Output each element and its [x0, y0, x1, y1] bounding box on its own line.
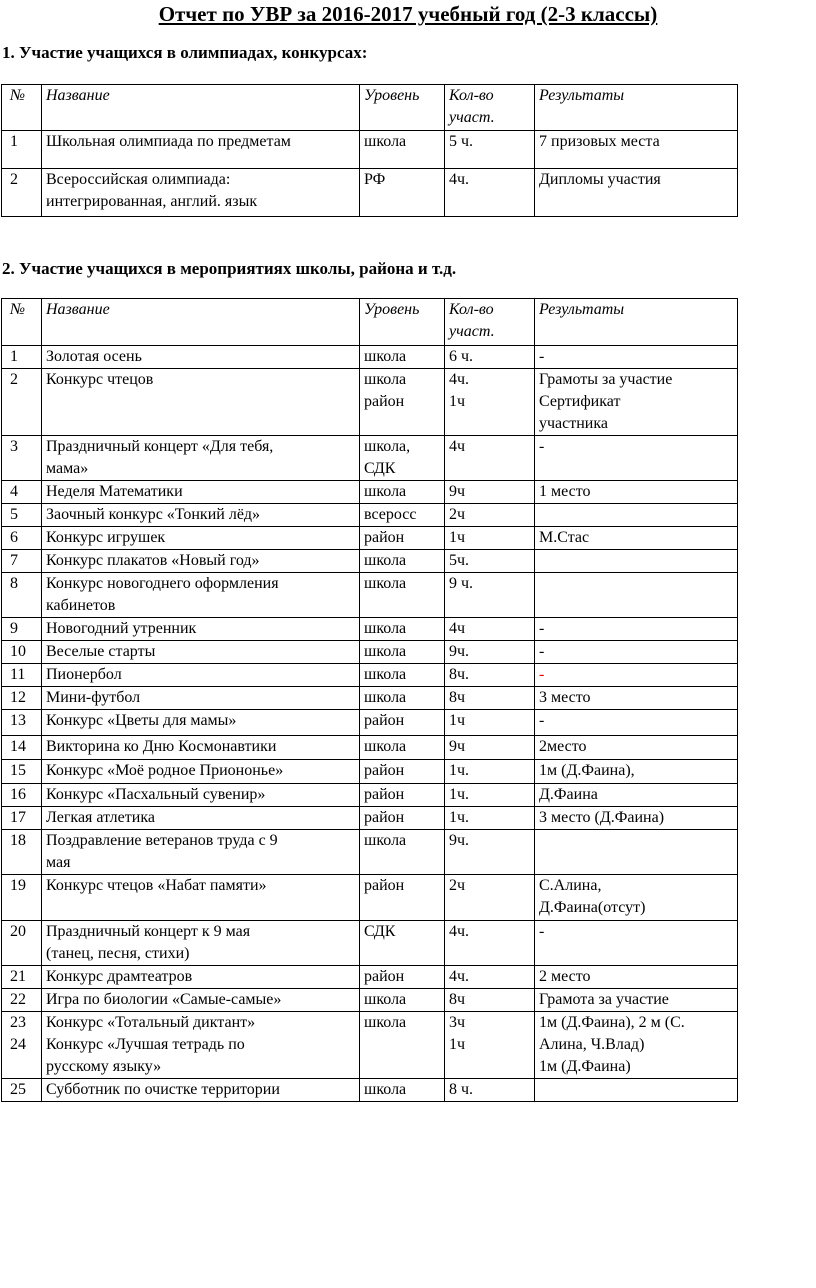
cell-number: 2	[2, 169, 42, 217]
table-row	[2, 641, 738, 664]
cell-results: 1 место	[535, 481, 738, 504]
table-row	[2, 1012, 738, 1079]
cell-level: район	[360, 784, 445, 807]
cell-name: Мини-футбол	[42, 687, 360, 710]
cell-count: 5ч.	[445, 550, 535, 573]
table-row	[2, 784, 738, 807]
cell-level: район	[360, 760, 445, 784]
cell-results	[535, 830, 738, 875]
column-header-results: Результаты	[535, 299, 738, 346]
cell-name: Школьная олимпиада по предметам	[42, 131, 360, 169]
cell-level: школа	[360, 1012, 445, 1079]
column-header-results: Результаты	[535, 85, 738, 131]
cell-level: район	[360, 527, 445, 550]
cell-number: 4	[2, 481, 42, 504]
cell-count: 4ч.	[445, 921, 535, 966]
table-row	[2, 436, 738, 481]
cell-results	[535, 550, 738, 573]
cell-number: 13	[2, 710, 42, 736]
cell-name: Всероссийская олимпиада: интегрированная, англий. язык	[42, 169, 360, 217]
cell-count: 2ч	[445, 875, 535, 921]
cell-level: школа	[360, 641, 445, 664]
cell-number: 19	[2, 875, 42, 921]
table-row	[2, 760, 738, 784]
cell-level: школа	[360, 830, 445, 875]
page-title: Отчет по УВР за 2016-2017 учебный год (2-3 классы)	[158, 2, 658, 26]
cell-name: Конкурс новогоднего оформления кабинетов	[42, 573, 360, 618]
cell-level: школа	[360, 989, 445, 1012]
cell-results: Д.Фаина	[535, 784, 738, 807]
cell-name: Конкурс чтецов	[42, 369, 360, 436]
cell-number: 16	[2, 784, 42, 807]
cell-name: Конкурс игрушек	[42, 527, 360, 550]
events-table	[1, 298, 738, 1102]
cell-level: СДК	[360, 921, 445, 966]
cell-results	[535, 1079, 738, 1102]
section1-heading: 1. Участие учащихся в олимпиадах, конкурсах:	[2, 43, 368, 62]
cell-level: школа	[360, 618, 445, 641]
column-header-count: Кол-во участ.	[445, 85, 535, 131]
cell-number: 15	[2, 760, 42, 784]
cell-number: 8	[2, 573, 42, 618]
cell-level: школа	[360, 346, 445, 369]
cell-results: 1м (Д.Фаина), 2 м (С. Алина, Ч.Влад) 1м (Д.Фаина)	[535, 1012, 738, 1079]
cell-level: школа	[360, 736, 445, 760]
cell-results: -	[535, 641, 738, 664]
cell-count: 1ч.	[445, 784, 535, 807]
cell-count: 9ч	[445, 481, 535, 504]
cell-results: 2место	[535, 736, 738, 760]
cell-number: 3	[2, 436, 42, 481]
cell-results: -	[535, 436, 738, 481]
section2-heading: 2. Участие учащихся в мероприятиях школы, района и т.д.	[2, 259, 457, 278]
cell-count: 8 ч.	[445, 1079, 535, 1102]
table-row	[2, 1079, 738, 1102]
cell-results: -	[535, 664, 738, 687]
cell-level: школа	[360, 550, 445, 573]
cell-results: 3 место	[535, 687, 738, 710]
cell-number: 9	[2, 618, 42, 641]
column-header-count: Кол-во участ.	[445, 299, 535, 346]
cell-level: РФ	[360, 169, 445, 217]
cell-name: Конкурс «Цветы для мамы»	[42, 710, 360, 736]
cell-count: 6 ч.	[445, 346, 535, 369]
table-header-row	[2, 299, 738, 346]
cell-count: 9ч.	[445, 830, 535, 875]
cell-count: 4ч.	[445, 966, 535, 989]
table-row	[2, 664, 738, 687]
cell-results: -	[535, 921, 738, 966]
cell-count: 2ч	[445, 504, 535, 527]
cell-results	[535, 573, 738, 618]
cell-number: 6	[2, 527, 42, 550]
cell-results: 7 призовых места	[535, 131, 738, 169]
cell-level: школа	[360, 687, 445, 710]
cell-name: Поздравление ветеранов труда с 9 мая	[42, 830, 360, 875]
cell-level: школа	[360, 481, 445, 504]
table-row	[2, 504, 738, 527]
cell-name: Конкурс «Тотальный диктант» Конкурс «Лучшая тетрадь по русскому языку»	[42, 1012, 360, 1079]
table-header-row	[2, 85, 738, 131]
cell-number: 25	[2, 1079, 42, 1102]
table-row	[2, 687, 738, 710]
cell-level: район	[360, 875, 445, 921]
cell-name: Субботник по очистке территории	[42, 1079, 360, 1102]
cell-count: 1ч	[445, 527, 535, 550]
cell-number: 21	[2, 966, 42, 989]
cell-name: Неделя Математики	[42, 481, 360, 504]
table-row	[2, 527, 738, 550]
cell-results: -	[535, 346, 738, 369]
cell-count: 1ч.	[445, 760, 535, 784]
cell-results: Грамота за участие	[535, 989, 738, 1012]
column-header-number: №	[2, 299, 42, 346]
cell-level: школа	[360, 573, 445, 618]
cell-count: 8ч	[445, 687, 535, 710]
table-row	[2, 573, 738, 618]
cell-number: 23 24	[2, 1012, 42, 1079]
table-row	[2, 921, 738, 966]
cell-name: Новогодний утренник	[42, 618, 360, 641]
cell-count: 8ч	[445, 989, 535, 1012]
cell-name: Веселые старты	[42, 641, 360, 664]
cell-results: 1м (Д.Фаина),	[535, 760, 738, 784]
cell-name: Конкурс драмтеатров	[42, 966, 360, 989]
cell-number: 5	[2, 504, 42, 527]
cell-number: 1	[2, 346, 42, 369]
cell-name: Заочный конкурс «Тонкий лёд»	[42, 504, 360, 527]
cell-level: школа	[360, 664, 445, 687]
cell-number: 1	[2, 131, 42, 169]
cell-results: -	[535, 710, 738, 736]
cell-results: 3 место (Д.Фаина)	[535, 807, 738, 830]
table-row	[2, 369, 738, 436]
cell-results: -	[535, 618, 738, 641]
cell-name: Пионербол	[42, 664, 360, 687]
column-header-name: Название	[42, 299, 360, 346]
table-row	[2, 710, 738, 736]
cell-level: школа	[360, 1079, 445, 1102]
cell-level: школа район	[360, 369, 445, 436]
table-row	[2, 550, 738, 573]
cell-count: 4ч	[445, 618, 535, 641]
cell-name: Игра по биологии «Самые-самые»	[42, 989, 360, 1012]
cell-number: 18	[2, 830, 42, 875]
cell-results: М.Стас	[535, 527, 738, 550]
table-row	[2, 481, 738, 504]
column-header-number: №	[2, 85, 42, 131]
column-header-name: Название	[42, 85, 360, 131]
cell-name: Конкурс «Моё родное Приононье»	[42, 760, 360, 784]
cell-name: Праздничный концерт к 9 мая (танец, песня, стихи)	[42, 921, 360, 966]
column-header-level: Уровень	[360, 85, 445, 131]
cell-count: 9ч.	[445, 641, 535, 664]
cell-results: 2 место	[535, 966, 738, 989]
cell-count: 5 ч.	[445, 131, 535, 169]
cell-results: Дипломы участия	[535, 169, 738, 217]
table-row	[2, 966, 738, 989]
cell-results: С.Алина, Д.Фаина(отсут)	[535, 875, 738, 921]
cell-name: Легкая атлетика	[42, 807, 360, 830]
cell-number: 14	[2, 736, 42, 760]
cell-count: 8ч.	[445, 664, 535, 687]
cell-level: школа	[360, 131, 445, 169]
cell-number: 7	[2, 550, 42, 573]
cell-level: всеросс	[360, 504, 445, 527]
table-row	[2, 989, 738, 1012]
table-row	[2, 875, 738, 921]
cell-number: 17	[2, 807, 42, 830]
table-row	[2, 346, 738, 369]
cell-count: 4ч.	[445, 169, 535, 217]
table-row	[2, 807, 738, 830]
cell-number: 2	[2, 369, 42, 436]
cell-name: Конкурс чтецов «Набат памяти»	[42, 875, 360, 921]
cell-number: 10	[2, 641, 42, 664]
cell-name: Конкурс «Пасхальный сувенир»	[42, 784, 360, 807]
cell-count: 9ч	[445, 736, 535, 760]
cell-name: Праздничный концерт «Для тебя, мама»	[42, 436, 360, 481]
table-row	[2, 830, 738, 875]
cell-name: Викторина ко Дню Космонавтики	[42, 736, 360, 760]
cell-count: 4ч. 1ч	[445, 369, 535, 436]
cell-level: район	[360, 966, 445, 989]
column-header-level: Уровень	[360, 299, 445, 346]
cell-number: 11	[2, 664, 42, 687]
cell-level: школа, СДК	[360, 436, 445, 481]
olympiads-table	[1, 84, 738, 217]
cell-count: 9 ч.	[445, 573, 535, 618]
cell-results: Грамоты за участие Сертификат участника	[535, 369, 738, 436]
cell-level: район	[360, 807, 445, 830]
cell-name: Конкурс плакатов «Новый год»	[42, 550, 360, 573]
cell-count: 1ч	[445, 710, 535, 736]
cell-count: 1ч.	[445, 807, 535, 830]
cell-count: 3ч 1ч	[445, 1012, 535, 1079]
cell-name: Золотая осень	[42, 346, 360, 369]
table-row	[2, 618, 738, 641]
table-row	[2, 169, 738, 217]
cell-level: район	[360, 710, 445, 736]
cell-count: 4ч	[445, 436, 535, 481]
cell-number: 22	[2, 989, 42, 1012]
cell-number: 20	[2, 921, 42, 966]
table-row	[2, 736, 738, 760]
table-row	[2, 131, 738, 169]
cell-number: 12	[2, 687, 42, 710]
cell-results	[535, 504, 738, 527]
